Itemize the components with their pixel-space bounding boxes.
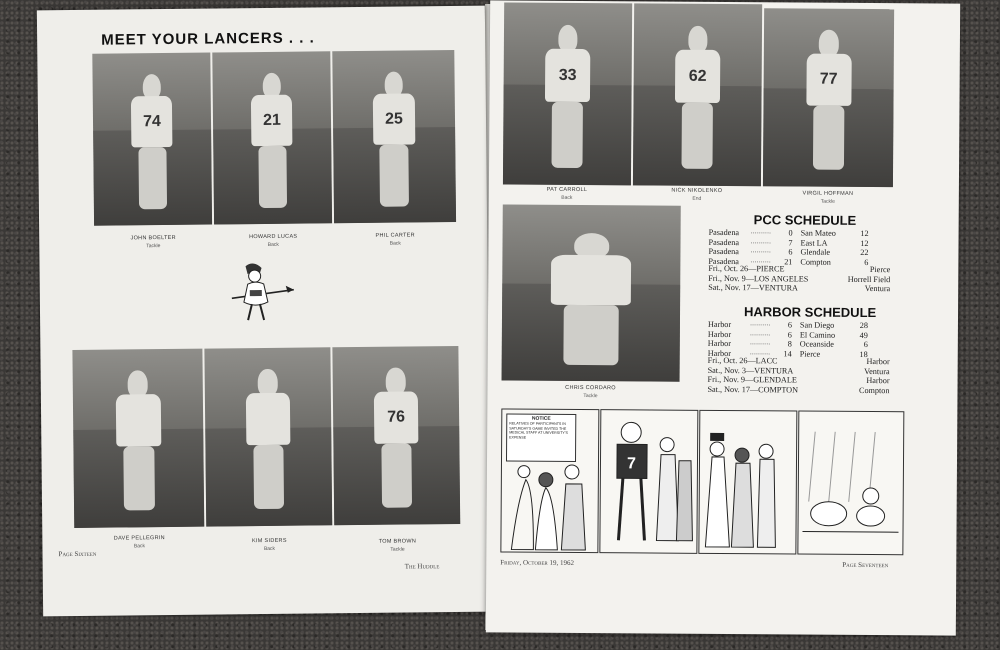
- player-photo: 25: [332, 50, 456, 223]
- page-number: Page Sixteen: [58, 549, 97, 559]
- player-name: CHRIS CORDARO: [565, 384, 616, 392]
- page-number: Page Seventeen: [842, 560, 889, 570]
- player-name: PAT CARROLL: [546, 186, 588, 194]
- cartoon-panel: [599, 409, 698, 554]
- schedule-result-row: Harbor .......... 6 San Diego 28: [707, 318, 868, 331]
- cartoon-panel: [698, 410, 797, 555]
- player-name: DAVE PELLEGRIN: [113, 535, 165, 542]
- featured-player-photo: [502, 204, 681, 381]
- player-position: Back: [561, 194, 573, 201]
- player-name: NICK NIKOLENKO: [671, 187, 723, 194]
- publication-name: The Huddle: [404, 562, 440, 571]
- schedule-upcoming-row: Fri., Nov. 9—GLENDALE Harbor: [707, 374, 890, 386]
- cartoon-panel: [797, 411, 904, 556]
- schedule-upcoming-row: Fri., Oct. 26—PIERCE Pierce: [708, 263, 891, 275]
- player-name: KIM SIDERS: [251, 537, 287, 545]
- player-position: Back: [267, 241, 279, 248]
- player-position: Tackle: [146, 243, 161, 250]
- schedule-upcoming-row: Sat., Nov. 3—VENTURA Ventura: [707, 365, 890, 376]
- schedule-result-row: Harbor .......... 8 Oceanside 6: [707, 337, 868, 350]
- pcc-schedule-title: PCC SCHEDULE: [753, 212, 857, 228]
- player-name: HOWARD LUCAS: [249, 233, 298, 241]
- player-name: JOHN BOELTER: [130, 234, 176, 242]
- player-position: Back: [263, 545, 276, 553]
- schedule-upcoming-row: Sat., Nov. 17—VENTURA Ventura: [708, 282, 891, 294]
- player-position: Back: [389, 240, 401, 247]
- player-name: TOM BROWN: [378, 538, 417, 545]
- player-position: Tackle: [820, 198, 835, 205]
- schedule-result-row: Pasadena .......... 7 East LA 12: [708, 235, 869, 248]
- player-photo: 62: [633, 3, 762, 186]
- schedule-upcoming-row: Fri., Nov. 9—LOS ANGELES Horrell Field: [708, 273, 891, 284]
- player-name: VIRGIL HOFFMAN: [802, 190, 854, 197]
- player-photo: 77: [763, 8, 894, 187]
- page-heading: MEET YOUR LANCERS . . .: [101, 29, 315, 49]
- player-photo: 76: [332, 346, 460, 525]
- player-name: PHIL CARTER: [375, 232, 415, 239]
- right-page: [486, 0, 960, 635]
- schedule-result-row: Pasadena .......... 21 Compton 6: [708, 254, 869, 267]
- player-position: Tackle: [390, 546, 405, 553]
- issue-date: Friday, October 19, 1962: [500, 558, 575, 567]
- harbor-schedule-title: HARBOR SCHEDULE: [743, 304, 877, 321]
- player-photo: [72, 349, 204, 528]
- player-position: End: [692, 195, 702, 202]
- cartoon-panel: [500, 408, 599, 553]
- schedule-upcoming-row: Sat., Nov. 17—COMPTON Compton: [707, 384, 890, 395]
- player-photo: 21: [212, 51, 332, 224]
- svg-text:7: 7: [626, 455, 636, 473]
- player-photo: [204, 347, 332, 526]
- schedule-upcoming-row: Fri., Oct. 26—LACC Harbor: [707, 355, 890, 367]
- left-page: [37, 6, 491, 617]
- schedule-result-row: Harbor .......... 6 El Camino 49: [707, 327, 868, 340]
- schedule-result-row: Harbor .......... 14 Pierce 18: [707, 346, 868, 359]
- player-photo: 33: [503, 2, 632, 185]
- notice-sign: NOTICE RELATIVES OF PARTICIPANTS IN SATURDAY'S GAME INVITED THE MEDICAL STAFF AT UNIVERSITY'S EXPENSE: [506, 413, 576, 461]
- player-position: Back: [133, 543, 146, 550]
- player-position: Tackle: [583, 393, 598, 400]
- schedule-result-row: Pasadena .......... 6 Glendale 22: [708, 245, 869, 258]
- lancer-mascot-icon: [227, 260, 298, 327]
- player-photo: 74: [92, 53, 212, 226]
- schedule-result-row: Pasadena .......... 0 San Mateo 12: [708, 226, 869, 239]
